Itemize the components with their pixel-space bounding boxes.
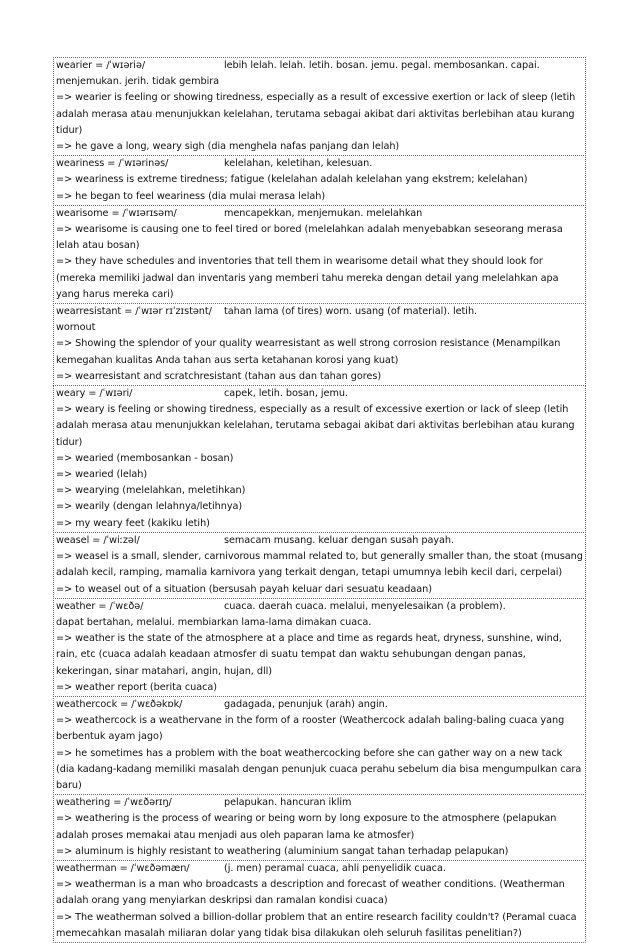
- example-line: => wearied (lelah): [56, 469, 148, 481]
- entry-head-line: [56, 58, 583, 74]
- entry-head-line: [56, 599, 583, 615]
- definition-line: => weathercock is a weathervane in the form of a rooster (Weathercock adalah baling-baling cuaca yang berbentuk ayam jago): [56, 715, 565, 743]
- example-line: => The weatherman solved a billion-dollar problem that an entire research facility couldn't? (Peramal cuaca memecahkan masalah miliaran dolar yang tidak bisa dilakukan oleh seluruh fasilitas penelitian?): [56, 911, 577, 939]
- headword: weather = /ˈwɛðə/: [56, 600, 144, 612]
- headword: wearisome = /ˈwɪərɪsəm/: [56, 207, 177, 219]
- dictionary-document: [53, 58, 586, 943]
- headword: weariness = /ˈwɪərinəs/: [56, 158, 169, 170]
- dictionary-entry: [53, 155, 586, 206]
- headword: weasel = /ˈwiːzəl/: [56, 534, 140, 546]
- definition-line: => weather is the state of the atmosphere at a place and time as regards heat, dryness, sunshine, wind, rain, etc (cuaca adalah keadaan atmosfer di suatu tempat dan waktu sehubungan dengan panas, kekeringan, sinar matahari, angin, hujan, dll): [56, 633, 562, 677]
- definition-line: => weatherman is a man who broadcasts a description and forecast of weather conditions. (Weatherman adalah orang yang menyiarkan deskripsi dan ramalan kondisi cuaca): [56, 879, 565, 907]
- example-line: => wearying (melelahkan, meletihkan): [56, 485, 246, 497]
- headword: weary = /ˈwɪəri/: [56, 388, 133, 400]
- translation: cuaca. daerah cuaca. melalui, menyelesaikan (a problem).: [224, 600, 506, 612]
- headword: weatherman = /ˈwɛðəmæn/: [56, 862, 190, 874]
- dictionary-entry: [53, 794, 586, 861]
- dictionary-entry: [53, 860, 586, 943]
- dictionary-entry: [53, 532, 586, 599]
- headword: weathering = /ˈwɛðərɪŋ/: [56, 797, 172, 809]
- translation: gadagada, penunjuk (arah) angin.: [224, 698, 388, 710]
- translation-continued: dapat bertahan, melalui. membiarkan lama-lama dimakan cuaca.: [56, 616, 372, 628]
- dictionary-entry: [53, 57, 586, 156]
- translation-continued: wornout: [56, 322, 96, 334]
- example-line: => to weasel out of a situation (bersusah payah keluar dari sesuatu keadaan): [56, 583, 432, 595]
- definition-line: => Showing the splendor of your quality wearresistant as well strong corrosion resistance (Menampilkan kemegahan kualitas Anda tahan aus serta ketahanan korosi yang kuat): [56, 338, 561, 366]
- definition-line: => weathering is the process of wearing or being worn by long exposure to the atmosphere (pelapukan adalah proses memakai atau menjadi aus oleh paparan lama ke atmosfer): [56, 813, 557, 841]
- entry-head-line: [56, 304, 583, 320]
- entry-head-line: [56, 795, 583, 811]
- example-line: => he sometimes has a problem with the boat weathercocking before she can gather way on a new tack (dia kadang-kadang memiliki masalah dengan penunjuk cuaca perahu sebelum dia bisa mengumpulkan cara baru): [56, 747, 582, 791]
- entry-head-line: [56, 206, 583, 222]
- headword: wearresistant = /ˈwɪər rɪˈzɪstənt/: [56, 306, 212, 318]
- translation: tahan lama (of tires) worn. usang (of material). letih.: [224, 306, 478, 318]
- entry-head-line: [56, 697, 583, 713]
- definition-line: => weasel is a small, slender, carnivorous mammal related to, but generally smaller than, the stoat (musang adalah kecil, ramping, mamalia karnivora yang terkait dengan, tetapi umumnya lebih kecil dari, cerpelai): [56, 551, 583, 579]
- example-line: => weather report (berita cuaca): [56, 681, 217, 693]
- translation: capek, letih. bosan, jemu.: [224, 388, 348, 400]
- entry-head-line: [56, 386, 583, 402]
- example-line: => they have schedules and inventories that tell them in wearisome detail what they should look for (mereka memiliki jadwal dan inventaris yang memberi tahu mereka dengan detail yang melelahkan apa yang harus mereka cari): [56, 256, 559, 300]
- example-line: => my weary feet (kakiku letih): [56, 517, 210, 529]
- dictionary-entry: [53, 303, 586, 386]
- translation: kelelahan, keletihan, kelesuan.: [224, 158, 373, 170]
- example-line: => wearied (membosankan - bosan): [56, 452, 234, 464]
- definition-line: => wearisome is causing one to feel tired or bored (melelahkan adalah menyebabkan seseorang merasa lelah atau bosan): [56, 224, 563, 252]
- example-line: => wearily (dengan lelahnya/letihnya): [56, 501, 243, 513]
- dictionary-entry: [53, 385, 586, 533]
- headword: weathercock = /ˈwɛðəkɒk/: [56, 698, 183, 710]
- dictionary-entry: [53, 598, 586, 697]
- definition-line: => wearier is feeling or showing tiredness, especially as a result of excessive exertion or lack of sleep (letih adalah merasa atau menunjukkan kelelahan, terutama sebagai akibat dari aktivitas berlebihan atau kurang tidur): [56, 92, 576, 136]
- translation: semacam musang. keluar dengan susah payah.: [224, 534, 455, 546]
- translation: pelapukan. hancuran iklim: [224, 797, 352, 809]
- translation: (j. men) peramal cuaca, ahli penyelidik cuaca.: [224, 862, 446, 874]
- translation-continued: menjemukan. jerih. tidak gembira: [56, 76, 220, 88]
- translation: lebih lelah. lelah. letih. bosan. jemu. pegal. membosankan. capai.: [224, 60, 540, 71]
- example-line: => aluminum is highly resistant to weathering (aluminium sangat tahan terhadap pelapukan): [56, 845, 509, 857]
- entry-head-line: [56, 861, 583, 877]
- example-line: => he gave a long, weary sigh (dia menghela nafas panjang dan lelah): [56, 141, 400, 153]
- translation: mencapekkan, menjemukan. melelahkan: [224, 207, 423, 219]
- entry-head-line: [56, 156, 583, 172]
- dictionary-entry: [53, 205, 586, 304]
- entry-head-line: [56, 533, 583, 549]
- definition-line: => weariness is extreme tiredness; fatigue (kelelahan adalah kelelahan yang ekstrem; kelelahan): [56, 174, 528, 186]
- example-line: => wearresistant and scratchresistant (tahan aus dan tahan gores): [56, 370, 382, 382]
- headword: wearier = /ˈwɪəriə/: [56, 60, 146, 71]
- dictionary-entry: [53, 696, 586, 795]
- example-line: => he began to feel weariness (dia mulai merasa lelah): [56, 190, 326, 202]
- definition-line: => weary is feeling or showing tiredness, especially as a result of excessive exertion or lack of sleep (letih adalah merasa atau menunjukkan kelelahan, terutama sebagai akibat dari aktivitas berlebihan atau kurang tidur): [56, 404, 575, 448]
